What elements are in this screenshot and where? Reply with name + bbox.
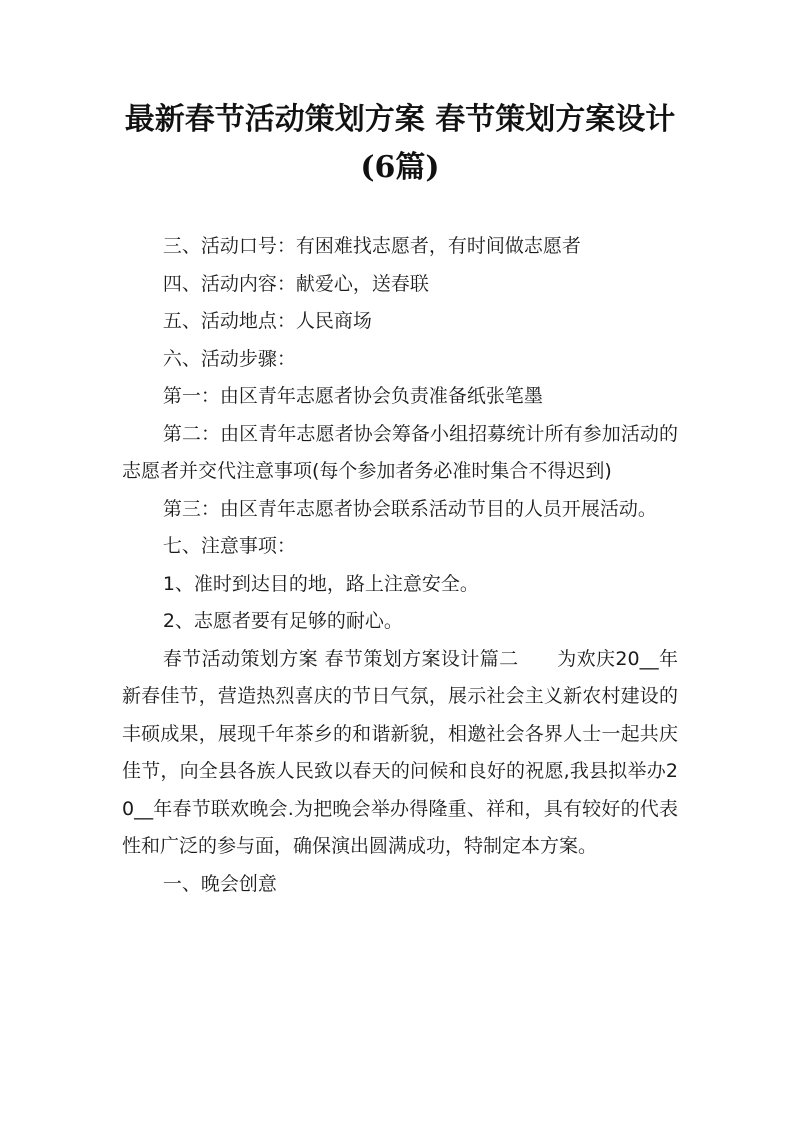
paragraph-step-one: 第一：由区青年志愿者协会负责准备纸张笔墨 (162, 385, 543, 407)
paragraph-note-two: 2、志愿者要有足够的耐心。 (162, 610, 403, 632)
paragraph-slogan: 三、活动口号：有困难找志愿者，有时间做志愿者 (162, 235, 581, 257)
paragraph-steps-heading: 六、活动步骤： (162, 347, 296, 370)
document-body (122, 228, 678, 903)
paragraph-content: 四、活动内容：献爱心，送春联 (162, 272, 429, 295)
document-title: 最新春节活动策划方案 春节策划方案设计(6篇) (124, 102, 676, 185)
paragraph-gala-idea-heading: 一、晚会创意 (162, 872, 277, 895)
paragraph-notes-heading: 七、注意事项： (162, 535, 296, 557)
paragraph-location: 五、活动地点：人民商场 (162, 310, 372, 332)
paragraph-note-one: 1、准时到达目的地，路上注意安全。 (162, 572, 479, 595)
paragraph-step-two: 第二：由区青年志愿者协会筹备小组招募统计所有参加活动的志愿者并交代注意事项(每个参加者务必准时集合不得迟到) (122, 422, 678, 482)
paragraph-step-three: 第三：由区青年志愿者协会联系活动节目的人员开展活动。 (162, 497, 657, 520)
paragraph-part-two-intro: 春节活动策划方案 春节策划方案设计篇二 为欢庆20__年新春佳节，营造热烈喜庆的节日气氛，展示社会主义新农村建设的丰硕成果，展现千年茶乡的和谐新貌，相邀社会各界人士一起共庆佳节，向全县各族人民致以春天的问候和良好的祝愿,我县拟举办20__年春节联欢晚会.为把晚会举办得隆重、祥和，具有较好的代表性和广泛的参与面，确保演出圆满成功，特制定本方案。 (122, 647, 678, 857)
